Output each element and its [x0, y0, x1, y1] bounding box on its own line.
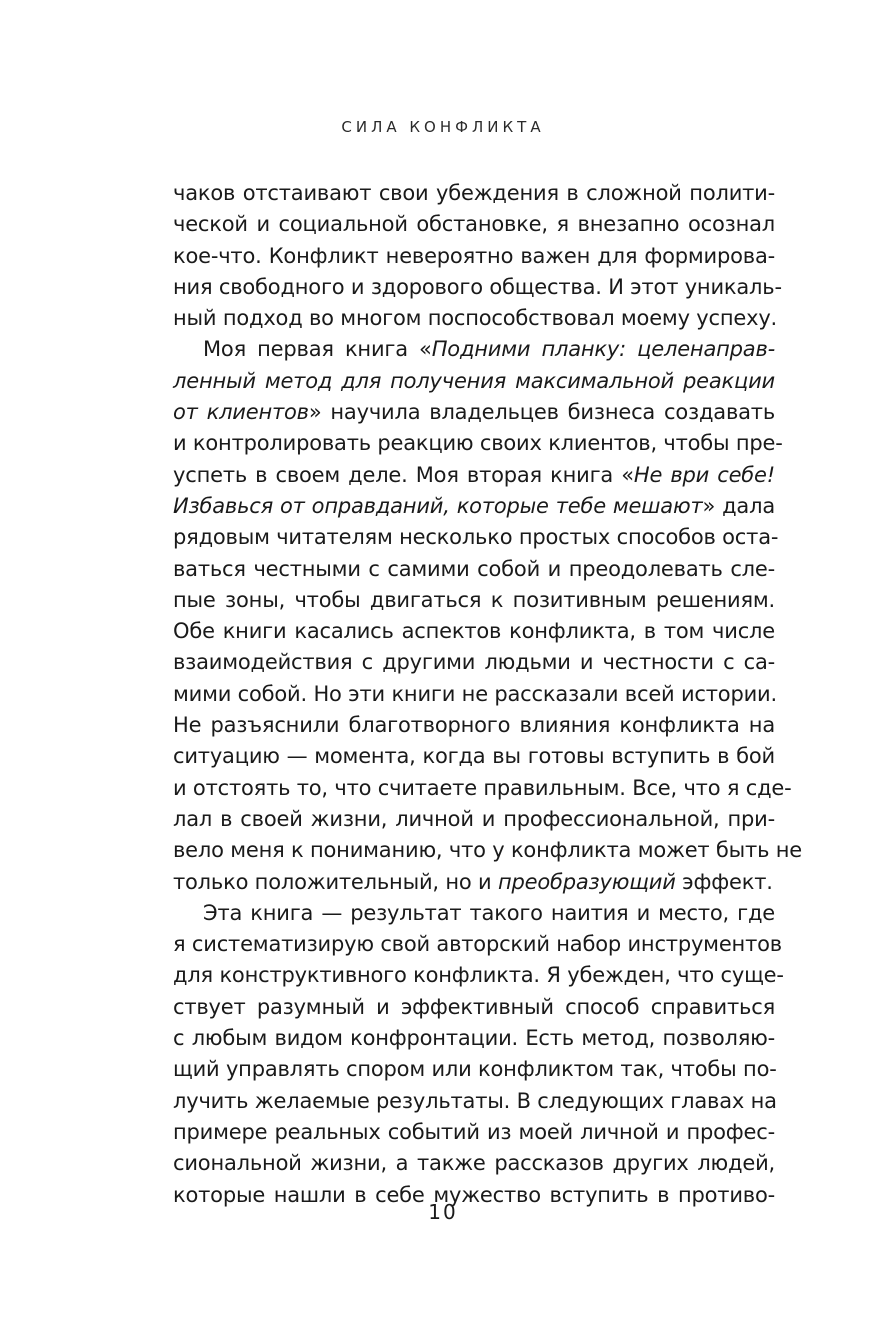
text-line: ленный метод для получения максимальной реакции	[173, 368, 775, 393]
text-line: ческой и социальной обстановке, я внезапно осознал	[173, 212, 775, 237]
text-line: ствует разумный и эффективный способ справиться	[173, 994, 775, 1019]
text-line: лал в своей жизни, личной и профессиональной, при-	[173, 806, 775, 831]
text-line: от клиентов» научила владельцев бизнеса создавать	[173, 400, 775, 425]
text-line: Моя первая книга «Подними планку: целенаправ-	[203, 337, 775, 362]
text-line: я систематизирую свой авторский набор инструментов	[173, 932, 782, 957]
text-line: ваться честными с самими собой и преодолевать сле-	[173, 556, 775, 581]
text-line: Обе книги касались аспектов конфликта, в том числе	[173, 619, 775, 644]
text-line: примере реальных событий из моей личной и профес-	[173, 1119, 775, 1144]
page-number: 10	[428, 1200, 458, 1224]
text-line: взаимодействия с другими людьми и честности с са-	[173, 650, 775, 675]
body-text	[173, 178, 802, 1211]
text-line: с любым видом конфронтации. Есть метод, позволяю-	[173, 1026, 775, 1051]
text-line: пые зоны, чтобы двигаться к позитивным решениям.	[173, 587, 775, 612]
text-line: Избавься от оправданий, которые тебе мешают» дала	[173, 493, 775, 518]
text-line: и контролировать реакцию своих клиентов, чтобы пре-	[173, 431, 783, 456]
text-line: успеть в своем деле. Моя вторая книга «Не ври себе!	[173, 462, 775, 487]
text-line: ный подход во многом поспособствовал моему успеху.	[173, 306, 778, 331]
text-line: чаков отстаивают свои убеждения в сложной полити-	[173, 181, 775, 205]
text-line: ния свободного и здорового общества. И этот уникаль-	[173, 274, 782, 299]
text-line: рядовым читателям несколько простых способов оста-	[173, 525, 779, 550]
text-line: Не разъяснили благотворного влияния конфликта на	[173, 713, 775, 738]
text-line: вело меня к пониманию, что у конфликта может быть не	[173, 838, 802, 863]
text-line: ситуацию — момента, когда вы готовы вступить в бой	[173, 744, 775, 769]
running-header: СИЛА КОНФЛИКТА	[341, 118, 545, 136]
text-line: мими собой. Но эти книги не рассказали всей истории.	[173, 681, 777, 706]
text-line: лучить желаемые результаты. В следующих главах на	[173, 1088, 777, 1113]
text-line: Эта книга — результат такого наития и место, где	[203, 900, 775, 925]
text-line: кое-что. Конфликт невероятно важен для формирова-	[173, 243, 775, 268]
text-line: которые нашли в себе мужество вступить в противо-	[173, 1182, 775, 1207]
text-line: сиональной жизни, а также рассказов других людей,	[173, 1151, 775, 1176]
text-line: для конструктивного конфликта. Я убежден, что суще-	[173, 963, 784, 988]
text-line: щий управлять спором или конфликтом так, чтобы по-	[173, 1057, 777, 1082]
text-line: только положительный, но и преобразующий эффект.	[173, 869, 773, 894]
text-line: и отстоять то, что считаете правильным. Все, что я сде-	[173, 775, 792, 800]
